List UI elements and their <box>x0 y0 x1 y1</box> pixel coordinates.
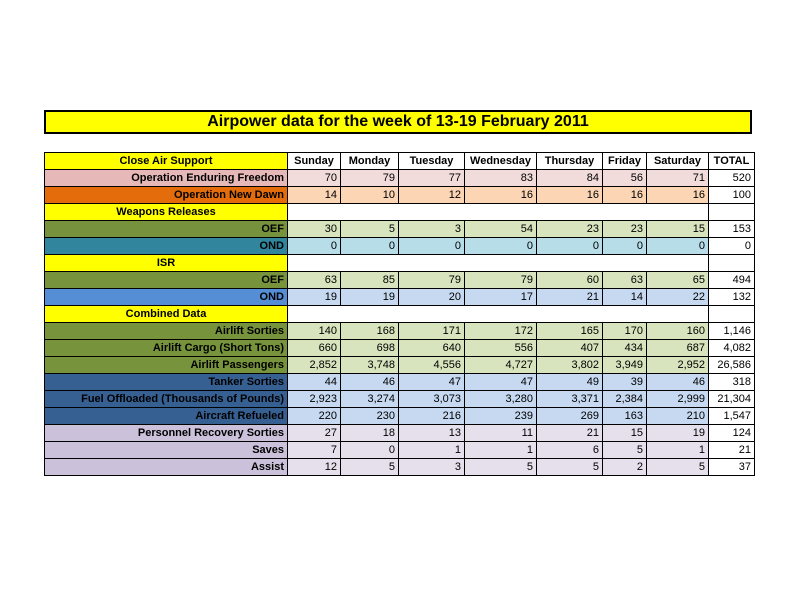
value-cell: 47 <box>399 374 465 391</box>
column-header: Thursday <box>537 153 603 170</box>
section-header-row <box>45 255 755 272</box>
value-cell: 5 <box>341 459 399 476</box>
value-cell: 2,852 <box>288 357 341 374</box>
value-cell: 2,384 <box>603 391 647 408</box>
section-header-row <box>45 153 755 170</box>
value-cell: 83 <box>465 170 537 187</box>
value-cell: 269 <box>537 408 603 425</box>
total-cell: 26,586 <box>709 357 755 374</box>
value-cell: 3,802 <box>537 357 603 374</box>
total-cell: 0 <box>709 238 755 255</box>
value-cell: 16 <box>537 187 603 204</box>
value-cell: 0 <box>399 238 465 255</box>
section-header: Weapons Releases <box>45 204 288 221</box>
total-cell: 124 <box>709 425 755 442</box>
column-header: Tuesday <box>399 153 465 170</box>
value-cell: 5 <box>537 459 603 476</box>
table-row <box>45 272 755 289</box>
value-cell: 60 <box>537 272 603 289</box>
table-row <box>45 357 755 374</box>
value-cell: 16 <box>465 187 537 204</box>
value-cell: 3,748 <box>341 357 399 374</box>
value-cell: 5 <box>341 221 399 238</box>
value-cell: 3,274 <box>341 391 399 408</box>
value-cell: 0 <box>465 238 537 255</box>
row-label: Aircraft Refueled <box>45 408 288 425</box>
total-cell: 21,304 <box>709 391 755 408</box>
table-row <box>45 408 755 425</box>
total-cell: 1,547 <box>709 408 755 425</box>
value-cell: 44 <box>288 374 341 391</box>
row-label: Operation Enduring Freedom <box>45 170 288 187</box>
value-cell: 15 <box>603 425 647 442</box>
value-cell: 79 <box>341 170 399 187</box>
value-cell: 70 <box>288 170 341 187</box>
table-row <box>45 170 755 187</box>
value-cell: 84 <box>537 170 603 187</box>
value-cell: 556 <box>465 340 537 357</box>
value-cell: 49 <box>537 374 603 391</box>
table-row <box>45 425 755 442</box>
total-cell: 37 <box>709 459 755 476</box>
value-cell: 434 <box>603 340 647 357</box>
value-cell: 160 <box>647 323 709 340</box>
blank-cell <box>288 255 709 272</box>
value-cell: 21 <box>537 425 603 442</box>
row-label: Tanker Sorties <box>45 374 288 391</box>
value-cell: 77 <box>399 170 465 187</box>
total-cell: 132 <box>709 289 755 306</box>
row-label: OEF <box>45 221 288 238</box>
total-cell: 4,082 <box>709 340 755 357</box>
value-cell: 13 <box>399 425 465 442</box>
section-header: ISR <box>45 255 288 272</box>
value-cell: 11 <box>465 425 537 442</box>
value-cell: 15 <box>647 221 709 238</box>
value-cell: 5 <box>465 459 537 476</box>
value-cell: 12 <box>288 459 341 476</box>
table-row <box>45 442 755 459</box>
value-cell: 165 <box>537 323 603 340</box>
table-row <box>45 289 755 306</box>
value-cell: 16 <box>647 187 709 204</box>
value-cell: 407 <box>537 340 603 357</box>
row-label: Airlift Sorties <box>45 323 288 340</box>
blank-cell <box>288 306 709 323</box>
value-cell: 230 <box>341 408 399 425</box>
value-cell: 19 <box>341 289 399 306</box>
value-cell: 660 <box>288 340 341 357</box>
value-cell: 79 <box>465 272 537 289</box>
row-label: Airlift Passengers <box>45 357 288 374</box>
value-cell: 2 <box>603 459 647 476</box>
section-header-row <box>45 306 755 323</box>
column-header: Sunday <box>288 153 341 170</box>
value-cell: 16 <box>603 187 647 204</box>
value-cell: 640 <box>399 340 465 357</box>
table-row <box>45 323 755 340</box>
row-label: Saves <box>45 442 288 459</box>
column-header: TOTAL <box>709 153 755 170</box>
value-cell: 79 <box>399 272 465 289</box>
value-cell: 17 <box>465 289 537 306</box>
total-cell: 100 <box>709 187 755 204</box>
value-cell: 170 <box>603 323 647 340</box>
value-cell: 2,952 <box>647 357 709 374</box>
row-label: Fuel Offloaded (Thousands of Pounds) <box>45 391 288 408</box>
section-header: Close Air Support <box>45 153 288 170</box>
value-cell: 10 <box>341 187 399 204</box>
report-title: Airpower data for the week of 13-19 February 2011 <box>44 110 752 134</box>
value-cell: 172 <box>465 323 537 340</box>
column-header: Wednesday <box>465 153 537 170</box>
value-cell: 3,371 <box>537 391 603 408</box>
value-cell: 2,999 <box>647 391 709 408</box>
section-header-row <box>45 204 755 221</box>
total-cell: 1,146 <box>709 323 755 340</box>
column-header: Saturday <box>647 153 709 170</box>
value-cell: 0 <box>537 238 603 255</box>
value-cell: 0 <box>647 238 709 255</box>
blank-cell <box>709 255 755 272</box>
value-cell: 20 <box>399 289 465 306</box>
column-header: Friday <box>603 153 647 170</box>
table-row <box>45 340 755 357</box>
value-cell: 12 <box>399 187 465 204</box>
value-cell: 71 <box>647 170 709 187</box>
value-cell: 23 <box>537 221 603 238</box>
value-cell: 239 <box>465 408 537 425</box>
row-label: Assist <box>45 459 288 476</box>
table-row <box>45 459 755 476</box>
value-cell: 4,556 <box>399 357 465 374</box>
value-cell: 5 <box>603 442 647 459</box>
section-header: Combined Data <box>45 306 288 323</box>
value-cell: 3,280 <box>465 391 537 408</box>
value-cell: 23 <box>603 221 647 238</box>
value-cell: 1 <box>399 442 465 459</box>
value-cell: 687 <box>647 340 709 357</box>
blank-cell <box>709 306 755 323</box>
value-cell: 0 <box>288 238 341 255</box>
value-cell: 18 <box>341 425 399 442</box>
value-cell: 3,073 <box>399 391 465 408</box>
value-cell: 168 <box>341 323 399 340</box>
total-cell: 520 <box>709 170 755 187</box>
value-cell: 163 <box>603 408 647 425</box>
value-cell: 46 <box>341 374 399 391</box>
row-label: OND <box>45 238 288 255</box>
table-row <box>45 187 755 204</box>
total-cell: 21 <box>709 442 755 459</box>
table-row <box>45 238 755 255</box>
value-cell: 85 <box>341 272 399 289</box>
value-cell: 1 <box>465 442 537 459</box>
value-cell: 46 <box>647 374 709 391</box>
table-row <box>45 221 755 238</box>
value-cell: 19 <box>288 289 341 306</box>
value-cell: 19 <box>647 425 709 442</box>
value-cell: 4,727 <box>465 357 537 374</box>
value-cell: 63 <box>603 272 647 289</box>
value-cell: 27 <box>288 425 341 442</box>
value-cell: 30 <box>288 221 341 238</box>
blank-cell <box>709 204 755 221</box>
value-cell: 3,949 <box>603 357 647 374</box>
row-label: OEF <box>45 272 288 289</box>
value-cell: 0 <box>603 238 647 255</box>
value-cell: 140 <box>288 323 341 340</box>
value-cell: 171 <box>399 323 465 340</box>
value-cell: 2,923 <box>288 391 341 408</box>
value-cell: 63 <box>288 272 341 289</box>
value-cell: 5 <box>647 459 709 476</box>
value-cell: 216 <box>399 408 465 425</box>
row-label: Airlift Cargo (Short Tons) <box>45 340 288 357</box>
blank-cell <box>288 204 709 221</box>
value-cell: 1 <box>647 442 709 459</box>
row-label: Personnel Recovery Sorties <box>45 425 288 442</box>
value-cell: 698 <box>341 340 399 357</box>
value-cell: 14 <box>288 187 341 204</box>
column-header: Monday <box>341 153 399 170</box>
value-cell: 65 <box>647 272 709 289</box>
value-cell: 3 <box>399 221 465 238</box>
airpower-data-table <box>44 152 755 476</box>
value-cell: 7 <box>288 442 341 459</box>
value-cell: 22 <box>647 289 709 306</box>
value-cell: 56 <box>603 170 647 187</box>
value-cell: 3 <box>399 459 465 476</box>
total-cell: 318 <box>709 374 755 391</box>
value-cell: 6 <box>537 442 603 459</box>
value-cell: 39 <box>603 374 647 391</box>
total-cell: 494 <box>709 272 755 289</box>
value-cell: 220 <box>288 408 341 425</box>
row-label: OND <box>45 289 288 306</box>
table-row <box>45 374 755 391</box>
value-cell: 47 <box>465 374 537 391</box>
value-cell: 14 <box>603 289 647 306</box>
value-cell: 0 <box>341 238 399 255</box>
value-cell: 210 <box>647 408 709 425</box>
row-label: Operation New Dawn <box>45 187 288 204</box>
value-cell: 54 <box>465 221 537 238</box>
value-cell: 21 <box>537 289 603 306</box>
table-row <box>45 391 755 408</box>
value-cell: 0 <box>341 442 399 459</box>
total-cell: 153 <box>709 221 755 238</box>
